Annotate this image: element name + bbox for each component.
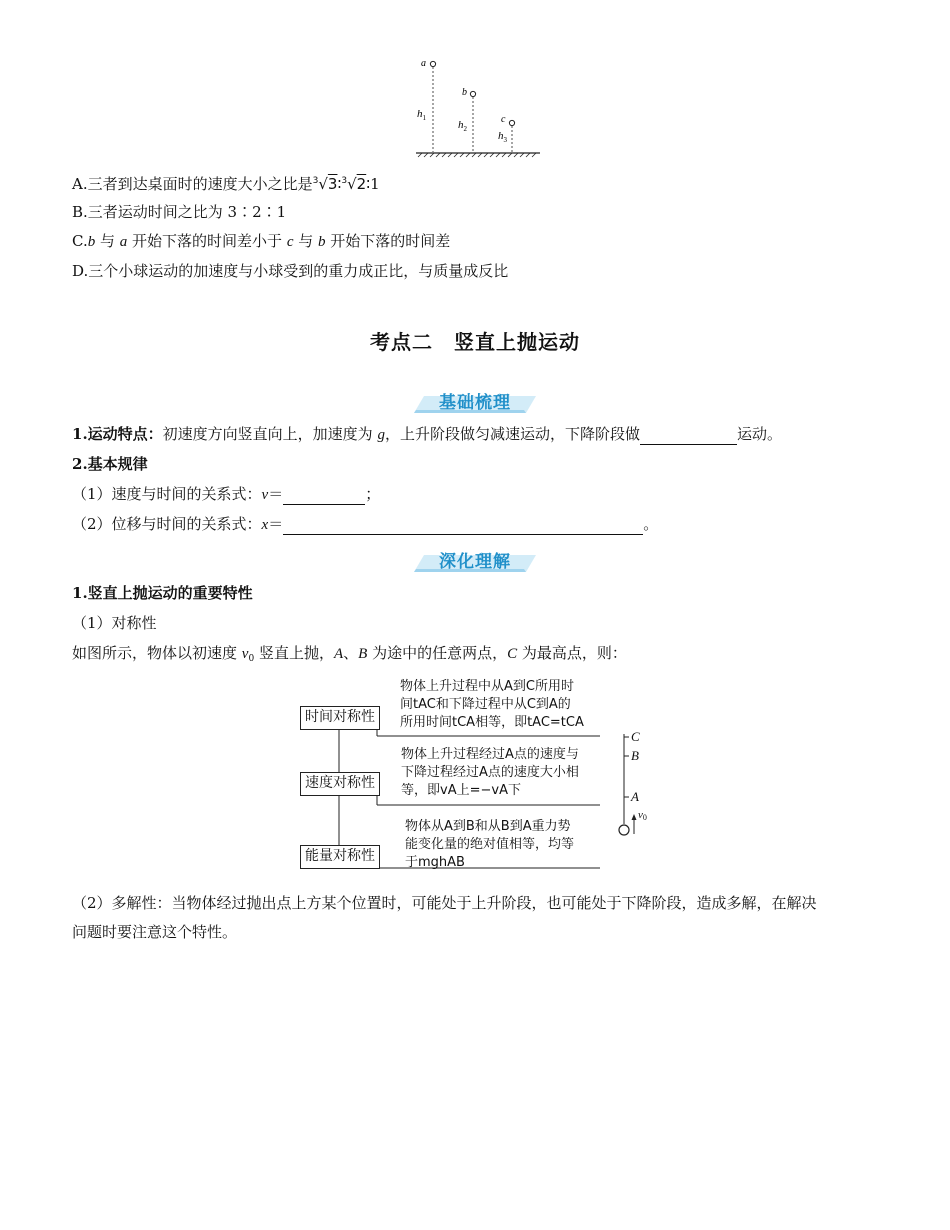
answer-blank-velocity[interactable] — [283, 488, 365, 505]
cube-root-2: $^3$√2 — [341, 175, 367, 193]
ball-c — [509, 120, 514, 125]
v0-label: v0 — [638, 809, 647, 822]
option-c: C.b 与 a 开始下落的时间差小于 c 与 b 开始下落的时间差 — [72, 232, 451, 250]
energy-symmetry-box: 能量对称性 — [300, 845, 380, 869]
deep-item-1: 1.竖直上抛运动的重要特性 — [72, 584, 253, 602]
basic-sub-2: （2）位移与时间的关系式：x＝ 。 — [72, 515, 659, 533]
energy-symmetry-text: 物体从A到B和从B到A重力势 能变化量的绝对值相等，均等 于mghAB — [405, 819, 575, 870]
option-d: D.三个小球运动的加速度与小球受到的重力成正比，与质量成反比 — [72, 262, 509, 280]
basic-sub-1: （1）速度与时间的关系式：v＝ ； — [72, 485, 381, 503]
answer-blank-displacement[interactable] — [283, 518, 643, 535]
speed-symmetry-text: 物体上升过程经过A点的速度与 下降过程经过A点的速度大小相 等，即vA上=−vA下 — [401, 747, 579, 798]
table-hatching — [418, 153, 536, 157]
ball-b — [470, 91, 475, 96]
falling-balls-figure — [410, 52, 550, 160]
ball-label-b: b — [462, 87, 467, 98]
banner-deep — [414, 552, 536, 572]
ball-a — [430, 61, 435, 66]
deep-symmetry-heading: （1）对称性 — [72, 614, 157, 632]
section-title: 考点二 竖直上抛运动 — [370, 330, 580, 354]
time-symmetry-text: 物体上升过程中从A到C所用时 间tAC和下降过程中从C到A的 所用时间tCA相等，即tAC=tCA — [400, 679, 584, 730]
basic-item-2: 2.基本规律 — [72, 455, 148, 473]
symmetry-diagram — [290, 672, 660, 877]
axis-label-a: A — [631, 789, 639, 804]
banner-deep-label: 深化理解 — [439, 552, 511, 572]
projectile-ball — [619, 825, 629, 835]
basic-item-1: 1.运动特点：初速度方向竖直向上，加速度为 g，上升阶段做匀减速运动，下降阶段做 运动。 — [72, 425, 782, 443]
ball-label-c: c — [501, 114, 506, 125]
ball-label-a: a — [421, 58, 426, 69]
axis-label-c: C — [631, 729, 640, 744]
height-label-h2: $h_2$ — [458, 119, 467, 133]
height-label-h1: $h_1$ — [417, 108, 426, 122]
option-b: B.三者运动时间之比为 3∶2∶1 — [72, 203, 287, 221]
option-a: A.三者到达桌面时的速度大小之比是$^3$√3∶$^3$√2∶1 — [72, 175, 380, 193]
axis-label-b: B — [631, 748, 639, 763]
speed-symmetry-box: 速度对称性 — [300, 772, 380, 796]
cube-root-3: $^3$√3 — [312, 175, 338, 193]
multi-solution-line-2: 问题时要注意这个特性。 — [72, 923, 238, 941]
multi-solution-line-1: （2）多解性：当物体经过抛出点上方某个位置时，可能处于上升阶段，也可能处于下降阶段，造成多解，在解决 — [72, 894, 817, 912]
time-symmetry-box: 时间对称性 — [300, 706, 380, 730]
banner-basic — [414, 393, 536, 413]
answer-blank-1[interactable] — [640, 428, 737, 445]
banner-basic-label: 基础梳理 — [439, 393, 511, 413]
height-label-h3: $h_3$ — [498, 130, 507, 144]
deep-intro: 如图所示，物体以初速度 $v_0$ 竖直上抛，A、B 为途中的任意两点，C 为最高点，则： — [72, 644, 627, 664]
